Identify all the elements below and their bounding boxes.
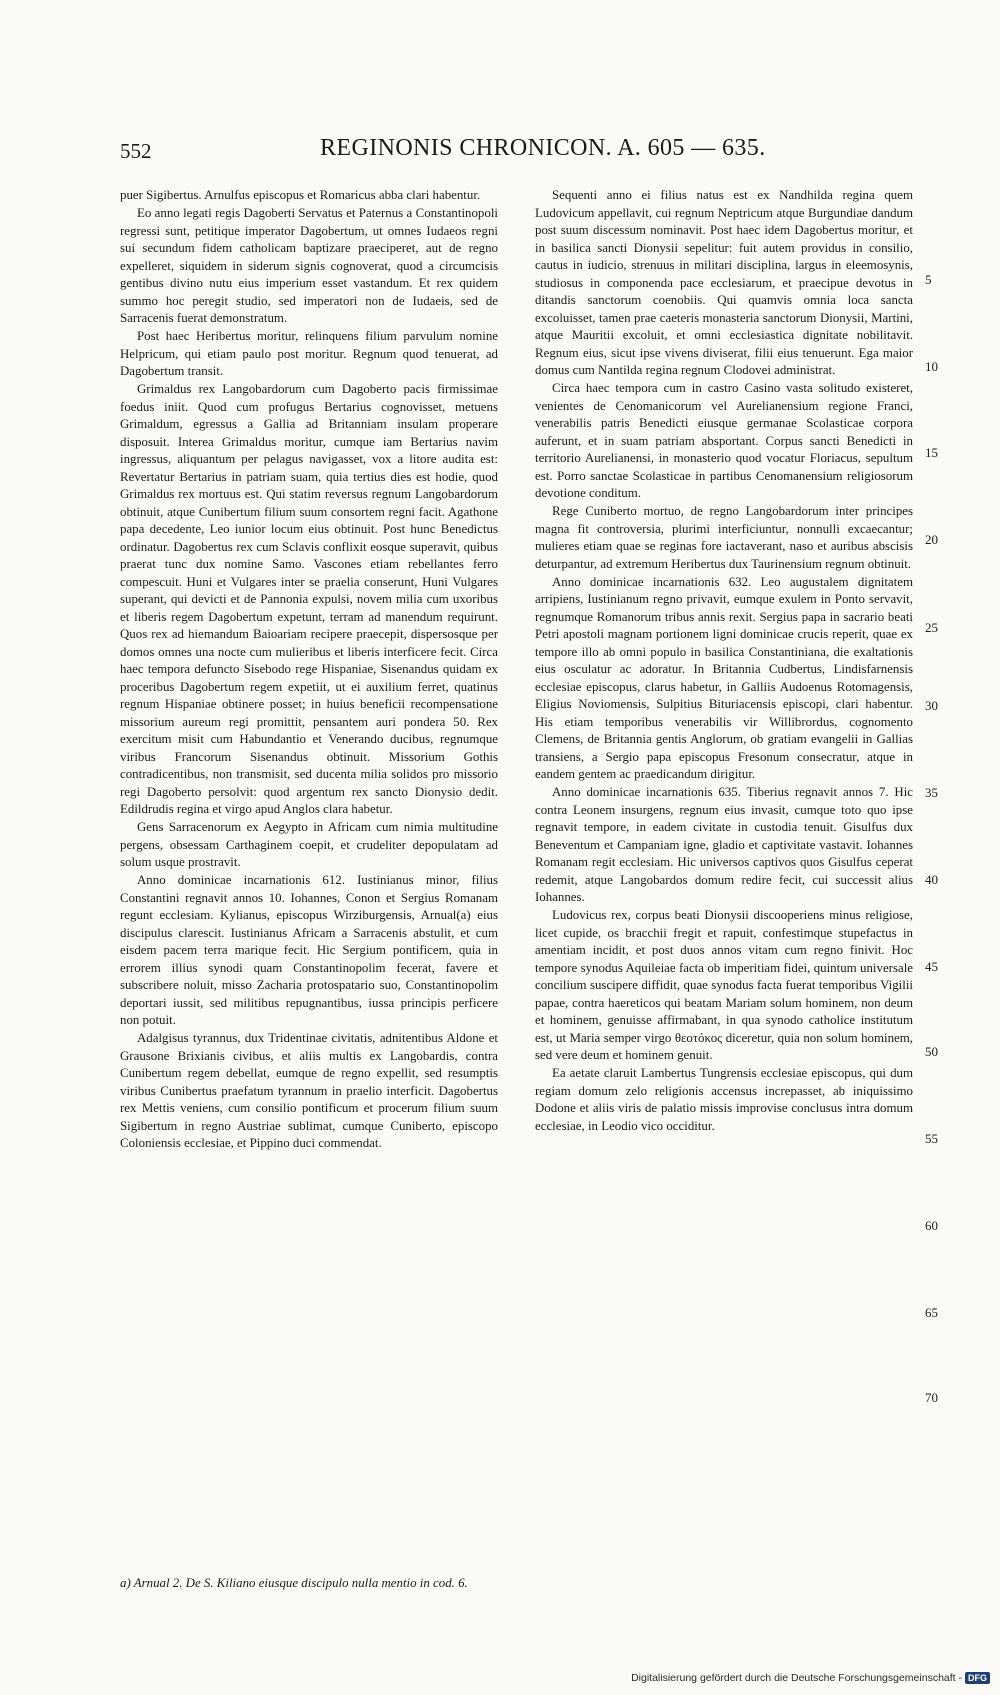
- line-number: 20: [925, 532, 938, 547]
- right-text-column: [535, 187, 913, 1555]
- digitization-credit: [631, 1672, 990, 1684]
- line-number: 15: [925, 445, 938, 460]
- line-number: 60: [925, 1218, 938, 1233]
- paragraph: Grimaldus rex Langobardorum cum Dagoberto pacis firmissimae foedus iniit. Quod cum profugus Bertarius cognovisset, metuens Grimaldum, egressus a Gallia ad Britanniam insulam properare disposuit. Interea Grimaldus moritur, cumque iam Bertarius navim ingressus, aliquantum per pelagus navigasset, vox a litore audita est: Revertatur Bertarius in patriam suam, quia tertius dies est hodie, quod Grimaldus rex mortuus est. Qui statim reversus regnum Langobardorum obtinuit, atque Cunibertum filium suum consortem regni facit. Agathone papa decedente, Leo iunior locum eius obtinuit. Post hunc Benedictus ordinatur. Dagobertus rex cum Sclavis conflixit eosque superavit, quibus praerat tunc dux nomine Samo. Vascones etiam rebellantes ferro compescuit. Huni et Vulgares inter se praelia conserunt, Huni Vulgares superant, qui devicti et de Pannonia expulsi, novem milia cum uxoribus et liberis regem Dagobertum expetunt, terram ad manendum requirunt. Quos rex ad hiemandum Baioariam recipere praecepit, dispersosque per domos omnes una nocte cum mulieribus et liberis interficere fecit. Circa haec tempora defuncto Sisebodo rege Hispaniae, Sisenandus quidam ex proceribus Dagobertum regem expetiit, ut ei auxilium ferret, quatinus regnum Hispaniae obtinere posset; in huius beneficii recompensatione missorium aureum regi promittit, pensantem auri pondera 50. Rex exercitum misit cum Habundantio et Venerando ducibus, regnumque viribus Francorum Sisenandus obtinuit. Missorium Gothis contradicentibus, non transmisit, sed ducenta milia solidos pro missorio regi Dagoberto persolvit: quod argentum rex sancto Dionysio dedit. Edildrudis regina et virgo apud Anglos clara habetur.: [120, 382, 498, 816]
- paragraph: Gens Sarracenorum ex Aegypto in Africam cum nimia multitudine pergens, obsessam Carthaginem coepit, et crudeliter depopulatam ad solum usque prostravit.: [120, 820, 498, 869]
- running-title: REGINONIS CHRONICON. A. 605 — 635.: [320, 135, 766, 161]
- line-number-margin: [925, 187, 955, 1555]
- line-number: 45: [925, 959, 938, 974]
- line-number: 25: [925, 620, 938, 635]
- paragraph: Sequenti anno ei filius natus est ex Nandhilda regina quem Ludovicum appellavit, cui regnum Neptricum atque Burgundiae dandum post suum discessum nominavit. Post haec idem Dagobertus moritur, et in basilica sancti Dionysii sepelitur: fuit autem providus in consilio, cautus in iudicio, strenuus in militari disciplina, largus in eleemosynis, studiosus in componenda pace ecclesiarum, et praecipue devotus in ditandis sanctorum coenobiis. Qui quamvis omnia loca sancta excoluisset, tamen prae caeteris monasteria sanctorum Dionysii, Martini, atque Mauritii excoluit, et omni ecclesiastica dignitate nobilitavit. Regnum eius, sicut ipse vivens diviserat, filii eius tenuerunt. Ega maior domus cum Nantilda regina regnum Clodovei administrat.: [535, 188, 913, 377]
- line-number: 65: [925, 1305, 938, 1320]
- line-number: 30: [925, 698, 938, 713]
- credit-text: Digitalisierung gefördert durch die Deutsche Forschungsgemeinschaft -: [631, 1672, 962, 1684]
- paragraph: Eo anno legati regis Dagoberti Servatus et Paternus a Constantinopoli regressi sunt, petitique imperator Dagobertum, ut omnes Iudaeos regni sui secundum fidem catholicam baptizare praeciperet, aut de regno expelleret, siquidem in siderum signis cognoverat, quod a circumcisis gentibus divino nutu eius imperium esset vastandum. Et rex quidem summo hoc peregit studio, sed imperatori non de Iudaeis, sed de Sarracenis fuerat demonstratum.: [120, 206, 498, 325]
- paragraph: Post haec Heribertus moritur, relinquens filium parvulum nomine Helpricum, qui etiam paulo post moritur. Regnum quod tenuerat, ad Dagobertum transit.: [120, 329, 498, 378]
- paragraph: Circa haec tempora cum in castro Casino vasta solitudo existeret, venientes de Cenomanicorum vel Aurelianensium regione Franci, venerabilis patris Benedicti eiusque germanae Scolasticae corpora auferunt, et in suam patriam absportant. Corpus sancti Benedicti in territorio Aurelianensi, in monasterio quod vocatur Floriacus, sepultum est. Porro sanctae Scolasticae in partibus Cenomanensium religiosorum devotione conditum.: [535, 381, 913, 500]
- paragraph: Adalgisus tyrannus, dux Tridentinae civitatis, adnitentibus Aldone et Grausone Brixianis civibus, et aliis multis ex Langobardis, contra Cunibertum regem debellat, eumque de regno expellit, sed resumptis viribus Cunibertus praefatum tyrannum in praelio interficit. Dagobertus rex Mettis veniens, cum consilio pontificum et procerum filium suum Sigibertum in regno Austriae sublimat, cumque Cuniberto, episcopo Coloniensis ecclesiae, et Pippino duci commendat.: [120, 1031, 498, 1150]
- line-number: 10: [925, 359, 938, 374]
- line-number: 40: [925, 872, 938, 887]
- footnote: a) Arnual 2. De S. Kiliano eiusque discipulo nulla mentio in cod. 6.: [120, 1576, 468, 1590]
- paragraph: Anno dominicae incarnationis 635. Tiberius regnavit annos 7. Hic contra Leonem insurgens, regnum eius invasit, cumque toto quo ipse regnavit tempore, in eadem civitate in custodia tenuit. Gisulfus dux Beneventum et Campaniam igne, gladio et captivitate vastavit. Iohannes Romanam regit ecclesiam. Hic universos captivos quos Gisulfus ceperat redemit, atque Langobardos domum redire fecit, cui successit alius Iohannes.: [535, 785, 913, 904]
- page-number: 552: [120, 139, 152, 163]
- line-number: 35: [925, 785, 938, 800]
- line-number: 55: [925, 1131, 938, 1146]
- line-number: 70: [925, 1390, 938, 1405]
- paragraph: Ludovicus rex, corpus beati Dionysii discooperiens minus religiose, licet cupide, os bracchii fregit et rapuit, confestimque stupefactus in amentiam incidit, et post duos annos vitam cum regno finivit. Hoc tempore synodus Aquileiae facta ob imperitiam fidei, quintum universale concilium suscipere diffidit, quae synodus facta fuerat temporibus Vigilii papae, contra haereticos qui beatam Mariam solum hominem, non deum et hominem, genuisse affirmabant, in qua synodo catholice institutum est, ut Maria semper virgo θεοτόκος diceretur, quia non solum hominem, sed vere deum et hominem genuit.: [535, 908, 913, 1062]
- line-number: 5: [925, 272, 932, 287]
- paragraph: Ea aetate claruit Lambertus Tungrensis ecclesiae episcopus, qui dum regiam domum zelo religionis accensus increpasset, ab iniquissimo Dodone et aliis viris de palatio missis improvise conclusus intra domum ecclesiae, in Leodio vico occiditur.: [535, 1066, 913, 1133]
- running-header: [120, 135, 890, 171]
- paragraph: Anno dominicae incarnationis 632. Leo augustalem dignitatem arripiens, Iustinianum regno privavit, eumque exulem in Ponto servavit, regnumque Romanorum tribus annis rexit. Sergius papa in sacrario beati Petri apostoli magnam portionem ligni dominicae crucis reperit, quae ex tempore illo ab omni populo in basilica Constantiniana, die exaltationis eius osculatur ac adoratur. In Britannia Cudbertus, Lindisfarnensis ecclesiae episcopus, clarus habetur, in Galliis Audoenus Rotomagensis, Eligius Noviomensis, Sulpitius Bituriacensis episcopi, clari habentur. His etiam temporibus venerabilis vir Willibrordus, cognomento Clemens, de Britannia gentis Anglorum, ob gratiam evangelii in Gallias transiens, a Sergio papa episcopus Fresonum consecratur, atque in eandem gentem ac praedicandum dirigitur.: [535, 574, 913, 781]
- paragraph: Anno dominicae incarnationis 612. Iustinianus minor, filius Constantini regnavit annos 10. Iohannes, Conon et Sergius Romanam regunt ecclesiam. Kylianus, episcopus Wirziburgensis, Arnual(a) eius discipulus clarescit. Iustinianus Africam a Sarracenis abstulit, et cum eisdem pacem terra marique fecit. Hic Sergium pontificem, quia in errorem illius synodi quam Constantinopolim fecerat, favere et subscribere noluit, misso Zacharia protospatario suo, Constantinopolim deportari iussit, sed militibus repugnantibus, iussa principis perficere non potuit.: [120, 873, 498, 1027]
- line-number: 50: [925, 1044, 938, 1059]
- left-text-column: [120, 187, 498, 1555]
- paragraph: Rege Cuniberto mortuo, de regno Langobardorum inter principes magna fit controversia, plurimi interficiuntur, nonnulli excaecantur; mulieres etiam quae se reginas fore iactaverant, naso et auribus abscisis deturpantur, ad extremum Heribertus dux Taurinensium regnum obtinuit.: [535, 504, 913, 571]
- paragraph: puer Sigibertus. Arnulfus episcopus et Romaricus abba clari habentur.: [120, 188, 481, 202]
- dfg-logo: DFG: [965, 1672, 990, 1684]
